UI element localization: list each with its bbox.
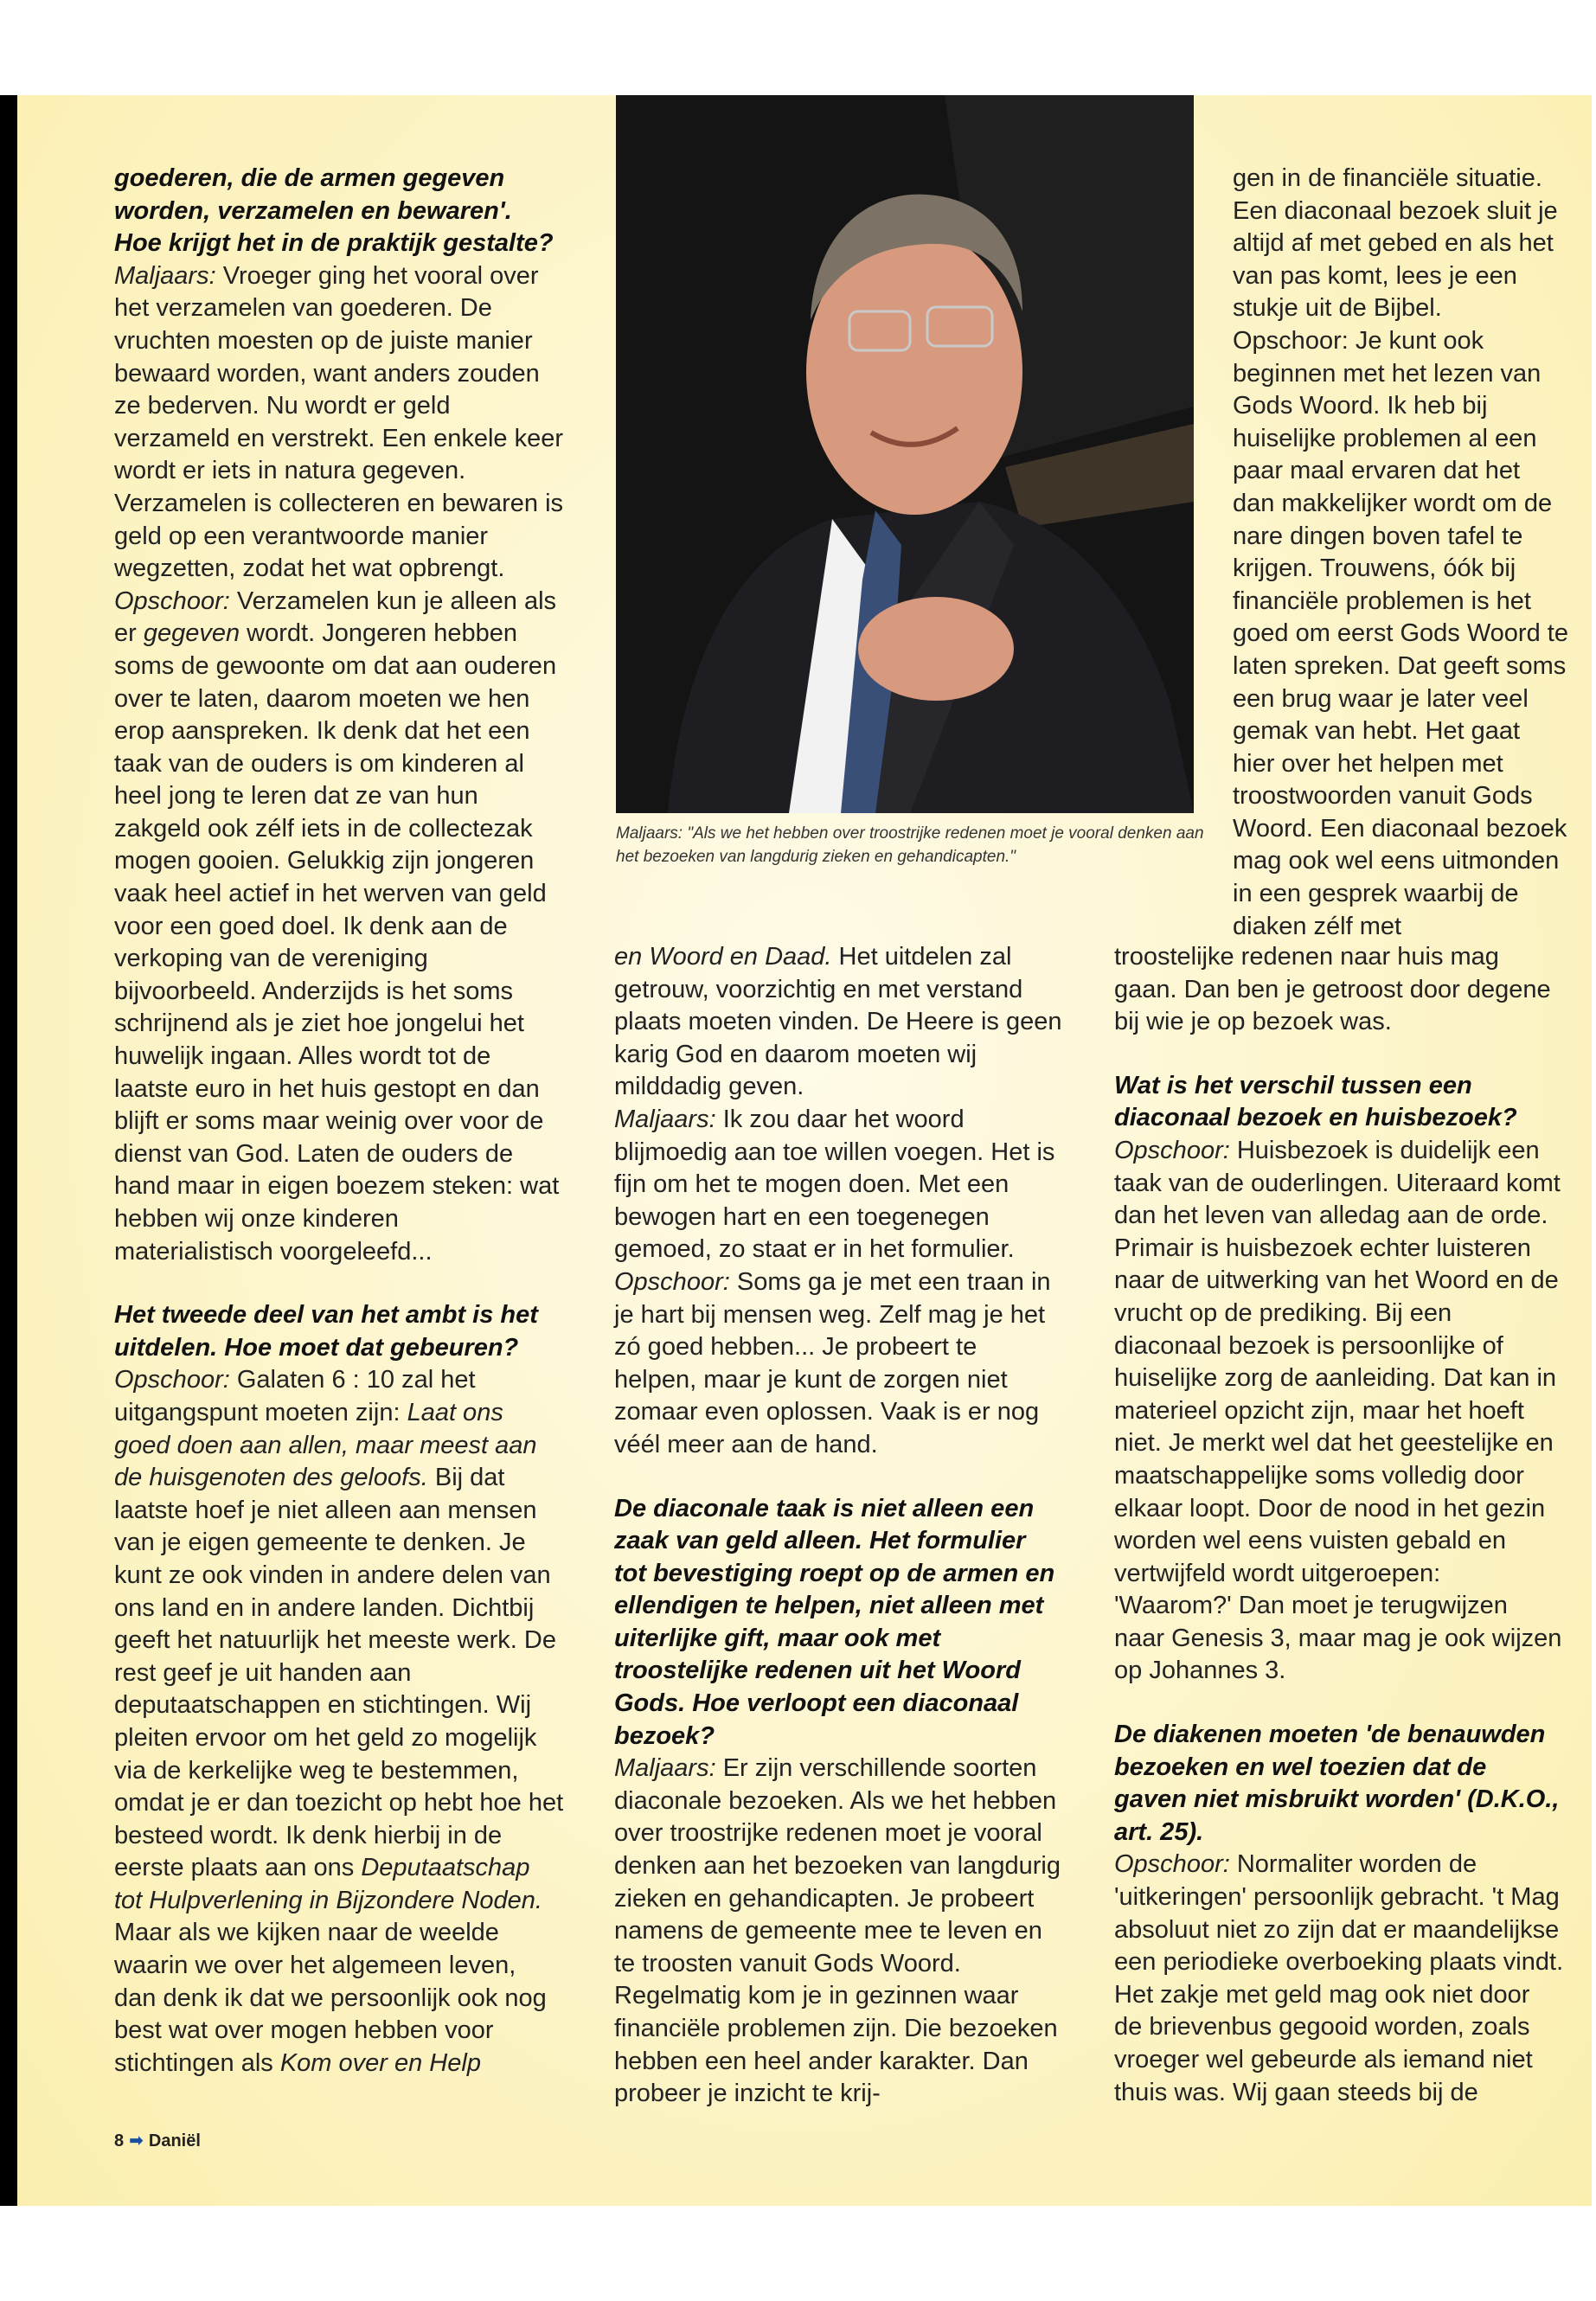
speaker-label: Maljaars:	[614, 1754, 716, 1783]
portrait-photo	[616, 95, 1194, 813]
arrow-icon: ➡	[129, 2131, 144, 2150]
column-right	[1114, 941, 1564, 2109]
answer-opschoor-2: Opschoor: Galaten 6 : 10 zal het uitgangspunt moeten zijn: Laat ons goed doen aan allen, maar meest aan de huisgenoten des geloofs. Bij dat laatste hoef je niet alleen aan mensen van je eigen gemeente te denken. Je kunt ze ook vinden in andere delen van ons land en in andere landen. Dichtbij geeft het natuurlijk het meeste werk. De rest geef je uit handen aan deputaatschappen en stichtingen. Wij pleiten ervoor om het geld zo mogelijk via de kerkelijke weg te bestemmen, omdat je er dan toezicht op hebt hoe het besteed wordt. Ik denk hierbij in de eerste plaats aan ons Deputaatschap tot Hulpverlening in Bijzondere Noden. Maar als we kijken naar de weelde waarin we over het algemeen leven, dan denk ik dat we persoonlijk ook nog best wat over mogen hebben voor stichtingen als Kom over en Help	[114, 1366, 564, 2077]
question-3: De diaconale taak is niet alleen een zaak van geld alleen. Het formulier tot bevestiging roept op de armen en ellendigen te helpen, niet alleen met uiterlijke gift, maar ook met troostelijke redenen uit het Woord Gods. Hoe verloopt een diaconaal bezoek?	[614, 1494, 1055, 1750]
continuation-text: gen in de financiële situatie. Een diaconaal bezoek sluit je altijd af met gebed en als het van pas komt, lees je een stukje uit de Bijbel.	[1233, 164, 1558, 323]
answer-maljaars-2: Maljaars: Ik zou daar het woord blijmoedig aan toe willen voegen. Het is fijn om het te mogen doen. Met een bewogen hart en een toegenegen gemoed, zo staat er in het formulier.	[614, 1105, 1055, 1264]
column-right-top	[1233, 163, 1568, 943]
magazine-name: Daniël	[148, 2131, 201, 2150]
speaker-label: Opschoor:	[114, 1366, 230, 1394]
speaker-label: Opschoor:	[1114, 1850, 1230, 1879]
answer-opschoor-5: Opschoor: Huisbezoek is duidelijk een taak van de ouderlingen. Uiteraard komt dan het leven van alledag aan de orde. Primair is huisbezoek echter luisteren naar de uitwerking van het Woord en de vrucht op de prediking. Bij een diaconaal bezoek is persoonlijke of huiselijke zorg de aanleiding. Dat kan in materieel opzicht zijn, maar het hoeft niet. Je merkt wel dat het geestelijke en maatschappelijke soms volledig door elkaar loopt. Door de nood in het gezin worden wel eens vuisten gebald en vertwijfeld wordt uitgeroepen: 'Waarom?' Dan moet je terugwijzen naar Genesis 3, maar mag je ook wijzen op Johannes 3.	[1114, 1136, 1562, 1685]
portrait-illustration	[616, 95, 1194, 813]
speaker-label: Maljaars:	[114, 261, 216, 290]
speaker-label: Maljaars:	[614, 1105, 716, 1133]
column-left	[114, 163, 564, 2080]
answer-opschoor-3: Opschoor: Soms ga je met een traan in je hart bij mensen weg. Zelf mag je het zó goed hebben... Je probeert te helpen, maar je kunt de zorgen niet zomaar even oplossen. Vaak is er nog véél meer aan de hand.	[614, 1267, 1051, 1458]
question-1: goederen, die de armen gegeven worden, verzamelen en bewaren'. Hoe krijgt het in de praktijk gestalte?	[114, 164, 554, 258]
answer-opschoor-1: Opschoor: Verzamelen kun je alleen als er gegeven wordt. Jongeren hebben soms de gewoonte om dat aan ouderen over te laten, daarom moeten we hen erop aanspreken. Ik denk dat het een taak van de ouders is om kinderen al heel jong te leren dat ze van hun zakgeld ook zélf iets in de collectezak mogen gooien. Gelukkig zijn jongeren vaak heel actief in het werven van geld voor een goed doel. Ik denk aan de verkoping van de vereniging bijvoorbeeld. Anderzijds is het soms schrijnend als je ziet hoe jongelui het huwelijk ingaan. Alles wordt tot de laatste euro in het huis gestopt en dan blijft er soms maar weinig over voor de dienst van God. Laten de ouders de hand maar in eigen boezem steken: wat hebben wij onze kinderen materialistisch voorgeleefd...	[114, 586, 560, 1266]
answer-opschoor-4-cont: troostelijke redenen naar huis mag gaan. Dan ben je getroost door degene bij wie je op bezoek was.	[1114, 943, 1551, 1036]
speaker-label: Opschoor:	[1233, 326, 1349, 355]
speaker-label: Opschoor:	[1114, 1136, 1230, 1164]
column-middle	[614, 941, 1064, 2111]
answer-maljaars-3: Maljaars: Er zijn verschillende soorten diaconale bezoeken. Als we het hebben over troostrijke redenen moet je vooral denken aan het bezoeken van langdurig zieken en gehandicapten. Je probeert namens de gemeente mee te leven en te troosten vanuit Gods Woord. Regelmatig kom je in gezinnen waar financiële problemen zijn. Die bezoeken hebben een heel ander karakter. Dan probeer je inzicht te krij-	[614, 1754, 1061, 2108]
speaker-label: Opschoor:	[614, 1267, 730, 1296]
page-number: 8	[114, 2131, 125, 2150]
answer-opschoor-4: Opschoor: Je kunt ook beginnen met het lezen van Gods Woord. Ik heb bij huiselijke problemen al een paar maal ervaren dat het dan makkelijker wordt om de nare dingen boven tafel te krijgen. Trouwens, óók bij financiële problemen is het goed om eerst Gods Woord te laten spreken. Dat geeft soms een brug waar je later veel gemak van hebt. Het gaat hier over het helpen met troostwoorden vanuit Gods Woord. Een diaconaal bezoek mag ook wel eens uitmonden in een gesprek waarbij de diaken zélf met	[1233, 326, 1568, 940]
question-4: Wat is het verschil tussen een diaconaal bezoek en huisbezoek?	[1114, 1071, 1517, 1132]
page-footer	[114, 2130, 201, 2151]
answer-opschoor-6: Opschoor: Normaliter worden de 'uitkeringen' persoonlijk gebracht. 't Mag absoluut niet zo zijn dat er maandelijkse een periodieke overboeking plaats vindt. Het zakje met geld mag ook niet door de brievenbus gegooid worden, zoals vroeger wel gebeurde als iemand niet thuis was. Wij gaan steeds bij de	[1114, 1850, 1564, 2106]
speaker-label: Opschoor:	[114, 586, 230, 615]
continuation-text: en Woord en Daad. Het uitdelen zal getrouw, voorzichtig en met verstand plaats moeten vinden. De Heere is geen karig God en daarom moeten wij milddadig geven.	[614, 943, 1062, 1101]
question-2: Het tweede deel van het ambt is het uitdelen. Hoe moet dat gebeuren?	[114, 1301, 538, 1362]
question-5: De diakenen moeten 'de benauwden bezoeken en wel toezien dat de gaven niet misbruikt worden' (D.K.O., art. 25).	[1114, 1721, 1560, 1846]
photo-caption: Maljaars: "Als we het hebben over troostrijke redenen moet je vooral denken aan het bezoeken van langdurig zieken en gehandicapten."	[616, 824, 1204, 866]
answer-maljaars-1: Maljaars: Vroeger ging het vooral over het verzamelen van goederen. De vruchten moesten op de juiste manier bewaard worden, want anders zouden ze bederven. Nu wordt er geld verzameld en verstrekt. Een enkele keer wordt er iets in natura gegeven. Verzamelen is collecteren en bewaren is geld op een verantwoorde manier wegzetten, zodat het wat opbrengt.	[114, 261, 564, 583]
